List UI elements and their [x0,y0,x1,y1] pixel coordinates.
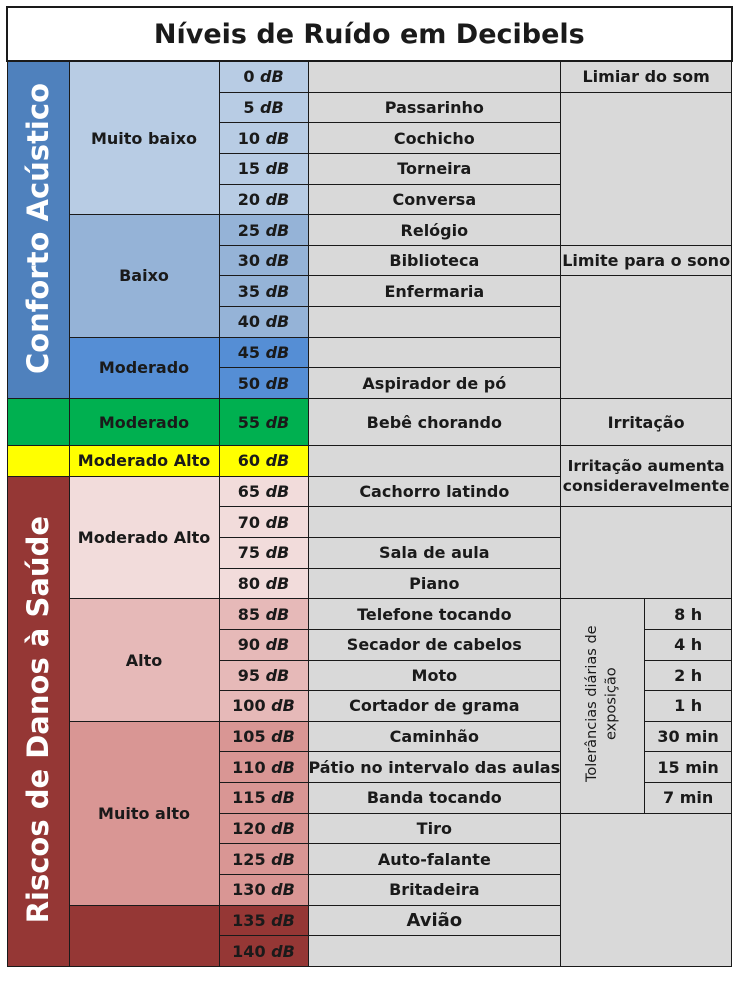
category-green [7,399,69,446]
db-cell: 80 dB [219,568,308,599]
db-cell: 70 dB [219,507,308,538]
source-cell: Avião [308,905,561,936]
category-riscos-label: Riscos de Danos à Saúde [21,515,55,923]
table-row [7,61,732,92]
note-irritacao: Irritação [561,399,732,446]
db-cell: 110 dB [219,752,308,783]
db-cell: 35 dB [219,276,308,307]
title-row [7,7,732,61]
db-cell: 45 dB [219,337,308,368]
db-cell: 120 dB [219,813,308,844]
tolerance-value: 2 h [645,660,732,691]
source-cell: Conversa [308,184,561,215]
tolerance-value: 1 h [645,691,732,722]
tolerance-value: 4 h [645,629,732,660]
source-cell: Sala de aula [308,537,561,568]
source-cell [308,307,561,338]
source-cell: Moto [308,660,561,691]
db-cell: 95 dB [219,660,308,691]
level-moderado: Moderado [69,337,219,398]
db-cell: 25 dB [219,215,308,246]
table-row [7,399,732,446]
source-cell: Cachorro latindo [308,476,561,507]
source-cell [308,446,561,477]
source-cell [308,61,561,92]
note-irritacao-aumenta: Irritação aumenta consideravelmente [561,446,732,507]
source-cell: Banda tocando [308,783,561,814]
db-cell: 135 dB [219,905,308,936]
note-empty [561,92,732,245]
source-cell: Auto-falante [308,844,561,875]
source-cell: Piano [308,568,561,599]
db-cell: 140 dB [219,936,308,967]
source-cell: Passarinho [308,92,561,123]
source-cell: Cortador de grama [308,691,561,722]
db-cell: 55 dB [219,399,308,446]
note-empty [561,813,732,966]
db-cell: 0 dB [219,61,308,92]
table-row [7,446,732,477]
db-cell: 125 dB [219,844,308,875]
source-cell: Bebê chorando [308,399,561,446]
db-cell: 100 dB [219,691,308,722]
db-cell: 130 dB [219,875,308,906]
db-cell: 20 dB [219,184,308,215]
source-cell [308,936,561,967]
level-moderado-green: Moderado [69,399,219,446]
db-cell: 85 dB [219,599,308,630]
source-cell: Biblioteca [308,245,561,276]
source-cell: Caminhão [308,721,561,752]
db-cell: 50 dB [219,368,308,399]
db-cell: 105 dB [219,721,308,752]
level-muito-baixo: Muito baixo [69,61,219,215]
source-cell: Telefone tocando [308,599,561,630]
note-empty [561,507,732,599]
db-cell: 30 dB [219,245,308,276]
source-cell: Tiro [308,813,561,844]
tolerance-label: Tolerâncias diárias de exposição [584,625,620,783]
db-cell: 75 dB [219,537,308,568]
table-row [7,599,732,630]
level-baixo: Baixo [69,215,219,338]
note-limiar: Limiar do som [561,61,732,92]
db-cell: 5 dB [219,92,308,123]
db-cell: 60 dB [219,446,308,477]
db-cell: 65 dB [219,476,308,507]
tolerance-value: 8 h [645,599,732,630]
noise-levels-table [6,6,733,967]
db-cell: 90 dB [219,629,308,660]
note-empty [561,276,732,399]
category-conforto [7,61,69,399]
note-sono: Limite para o sono [561,245,732,276]
db-cell: 115 dB [219,783,308,814]
db-cell: 10 dB [219,123,308,154]
source-cell [308,507,561,538]
level-alto: Alto [69,599,219,722]
source-cell [308,337,561,368]
category-conforto-label: Conforto Acústico [21,82,55,374]
db-cell: 15 dB [219,153,308,184]
tolerance-value: 7 min [645,783,732,814]
tolerance-header [561,599,645,813]
level-muito-alto: Muito alto [69,721,219,905]
category-riscos [7,476,69,966]
db-cell: 40 dB [219,307,308,338]
level-dark-red [69,905,219,966]
source-cell: Cochicho [308,123,561,154]
source-cell: Secador de cabelos [308,629,561,660]
tolerance-value: 30 min [645,721,732,752]
source-cell: Britadeira [308,875,561,906]
source-cell: Pátio no intervalo das aulas [308,752,561,783]
source-cell: Relógio [308,215,561,246]
source-cell: Aspirador de pó [308,368,561,399]
category-yellow [7,446,69,477]
source-cell: Enfermaria [308,276,561,307]
page-title: Níveis de Ruído em Decibels [7,7,732,61]
level-moderado-alto-yellow: Moderado Alto [69,446,219,477]
source-cell: Torneira [308,153,561,184]
level-moderado-alto: Moderado Alto [69,476,219,599]
tolerance-value: 15 min [645,752,732,783]
